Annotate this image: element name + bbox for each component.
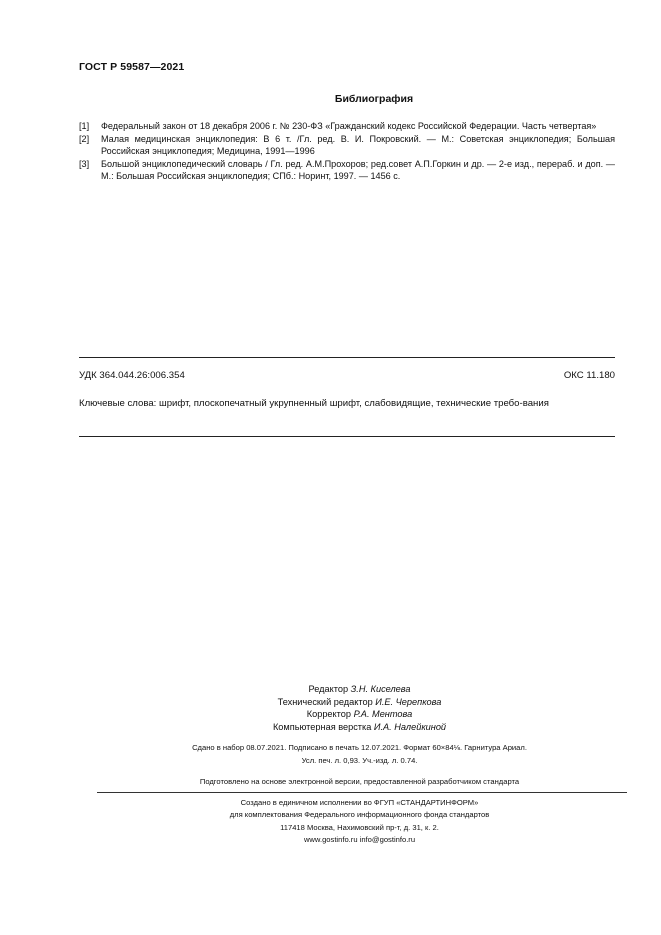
credit-layout: Компьютерная верстка И.А. Налейкиной bbox=[272, 721, 447, 732]
org-links[interactable]: www.gostinfo.ru info@gostinfo.ru bbox=[303, 835, 416, 845]
keywords: Ключевые слова: шрифт, плоскопечатный укрупненный шрифт, слабовидящие, технические требо-вания bbox=[79, 398, 549, 409]
org-line: Создано в единичном исполнении во ФГУП «СТАНДАРТИНФОРМ» bbox=[240, 798, 479, 807]
bibliography-entry bbox=[79, 133, 615, 157]
bibliography-entry bbox=[79, 120, 615, 132]
divider bbox=[79, 436, 615, 437]
bibliography-entry bbox=[79, 158, 615, 182]
udk-code: УДК 364.044.26:006.354 bbox=[79, 370, 185, 381]
entry-number: [2] bbox=[79, 134, 90, 144]
publication-sheets: Усл. печ. л. 0,93. Уч.-изд. л. 0.74. bbox=[301, 756, 418, 765]
entry-text: Федеральный закон от 18 декабря 2006 г. № 230-ФЗ «Гражданский кодекс Российской Федерации. Часть четвертая» bbox=[101, 121, 597, 131]
divider bbox=[79, 357, 615, 358]
entry-number: [3] bbox=[79, 159, 90, 169]
prepared-note: Подготовлено на основе электронной версии, предоставленной разработчиком стандарта bbox=[199, 777, 520, 786]
org-line: для комплектования Федерального информационного фонда стандартов bbox=[229, 810, 490, 820]
bibliography-title: Библиография bbox=[334, 93, 414, 105]
oks-code: ОКС 11.180 bbox=[563, 370, 615, 381]
credit-editor: Редактор З.Н. Киселева bbox=[308, 684, 411, 694]
entry-text: Большой энциклопедический словарь / Гл. ред. А.М.Прохоров; ред.совет А.П.Горкин и др. — 2-е изд., перераб. и доп. — М.: Большая Российская энциклопедия; СПб.: Норинт, 1997. — 1456 с. bbox=[101, 159, 615, 181]
credits-block bbox=[0, 683, 661, 733]
bibliography-list bbox=[79, 120, 615, 183]
publication-info: Сдано в набор 08.07.2021. Подписано в печать 12.07.2021. Формат 60×84⅛. Гарнитура Ариал. bbox=[192, 743, 527, 752]
credit-tech-editor: Технический редактор И.Е. Черепкова bbox=[277, 696, 442, 707]
entry-number: [1] bbox=[79, 121, 90, 131]
entry-text: Малая медицинская энциклопедия: В 6 т. /Гл. ред. В. И. Покровский. — М.: Советская энциклопедия; Большая Российская энциклопедия; Медицина, 1991—1996 bbox=[101, 134, 615, 156]
organization-block bbox=[0, 797, 661, 847]
standard-number: ГОСТ Р 59587—2021 bbox=[79, 61, 185, 73]
divider bbox=[97, 792, 627, 793]
org-address: 117418 Москва, Нахимовский пр-т, д. 31, к. 2. bbox=[280, 822, 439, 832]
classification-row bbox=[79, 370, 615, 381]
credit-corrector: Корректор Р.А. Ментова bbox=[306, 709, 413, 719]
